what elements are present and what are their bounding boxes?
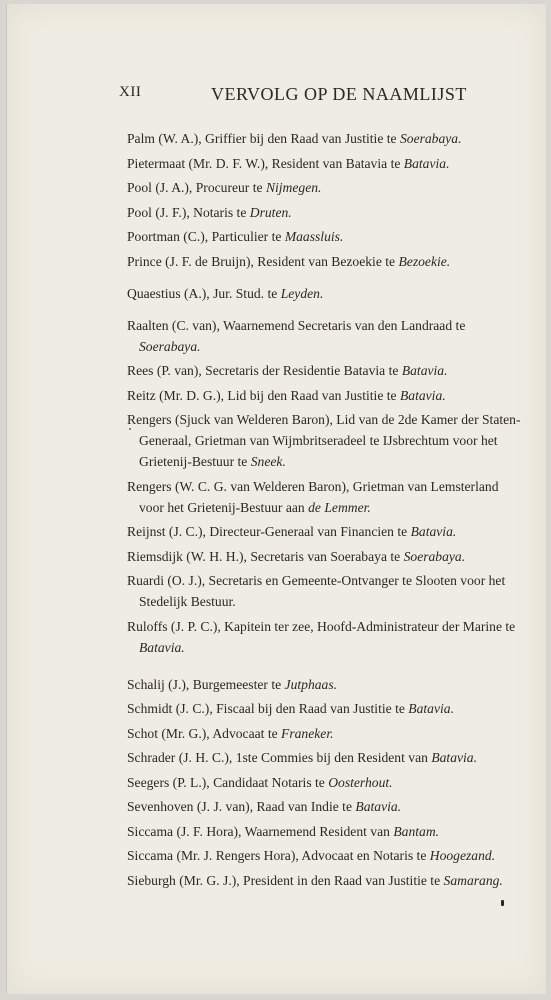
list-entry: Prince (J. F. de Bruijn), Resident van Bezoekie te Bezoekie.: [127, 253, 451, 269]
running-title: VERVOLG OP DE NAAMLIJST: [211, 84, 467, 104]
list-entry: Rees (P. van), Secretaris der Residentie Batavia te Batavia.: [127, 363, 448, 378]
list-entry: Reitz (Mr. D. G.), Lid bij den Raad van Justitie te Batavia.: [127, 387, 446, 403]
catchword-mark: [501, 900, 504, 906]
list-entry: Rengers (Sjuck van Welderen Baron), Lid van de 2de Kamer der Staten-Generaal, Grietman van Wijmbritseradeel te IJsbrechtum voor het Grietenij-Bestuur te Sneek.: [127, 412, 521, 469]
list-entry: Schmidt (J. C.), Fiscaal bij den Raad van Justitie te Batavia.: [127, 701, 454, 716]
list-entry: Schot (Mr. G.), Advocaat te Franeker.: [127, 725, 334, 741]
list-entry: Siccama (Mr. J. Rengers Hora), Advocaat en Notaris te Hoogezand.: [127, 848, 496, 863]
list-entry: Siccama (J. F. Hora), Waarnemend Resident van Bantam.: [127, 823, 440, 839]
list-entry: Ruardi (O. J.), Secretaris en Gemeente-Ontvanger te Slooten voor het Stedelijk Bestuur.: [127, 573, 506, 609]
list-entry: Ruloffs (J. P. C.), Kapitein ter zee, Hoofd-Administrateur der Marine te Batavia.: [127, 618, 516, 655]
list-entry: Pool (J. F.), Notaris te Druten.: [127, 204, 292, 220]
list-entry: Reijnst (J. C.), Directeur-Generaal van Financien te Batavia.: [127, 524, 457, 539]
paper-speck: [129, 428, 131, 430]
name-list: [127, 128, 525, 894]
book-page: [6, 4, 546, 994]
list-entry: Sieburgh (Mr. G. J.), President in den Raad van Justitie te Samarang.: [127, 872, 503, 888]
list-entry: Schalij (J.), Burgemeester te Jutphaas.: [127, 676, 338, 692]
list-entry: Palm (W. A.), Griffier bij den Raad van Justitie te Soerabaya.: [127, 131, 462, 146]
list-entry: Raalten (C. van), Waarnemend Secretaris van den Landraad te Soerabaya.: [127, 317, 466, 354]
list-entry: Seegers (P. L.), Candidaat Notaris te Oosterhout.: [127, 774, 393, 790]
list-entry: Riemsdijk (W. H. H.), Secretaris van Soerabaya te Soerabaya.: [127, 548, 466, 564]
list-entry: Pool (J. A.), Procureur te Nijmegen.: [127, 180, 322, 195]
list-entry: Pietermaat (Mr. D. F. W.), Resident van Batavia te Batavia.: [127, 155, 450, 171]
page-number: XII: [119, 84, 142, 100]
list-entry: Sevenhoven (J. J. van), Raad van Indie te Batavia.: [127, 799, 402, 814]
list-entry: Rengers (W. C. G. van Welderen Baron), Grietman van Lemsterland voor het Grietenij-Bestuur aan de Lemmer.: [127, 478, 499, 515]
list-entry: Quaestius (A.), Jur. Stud. te Leyden.: [127, 285, 324, 301]
list-entry: Poortman (C.), Particulier te Maassluis.: [127, 229, 344, 244]
list-entry: Schrader (J. H. C.), 1ste Commies bij den Resident van Batavia.: [127, 750, 477, 765]
